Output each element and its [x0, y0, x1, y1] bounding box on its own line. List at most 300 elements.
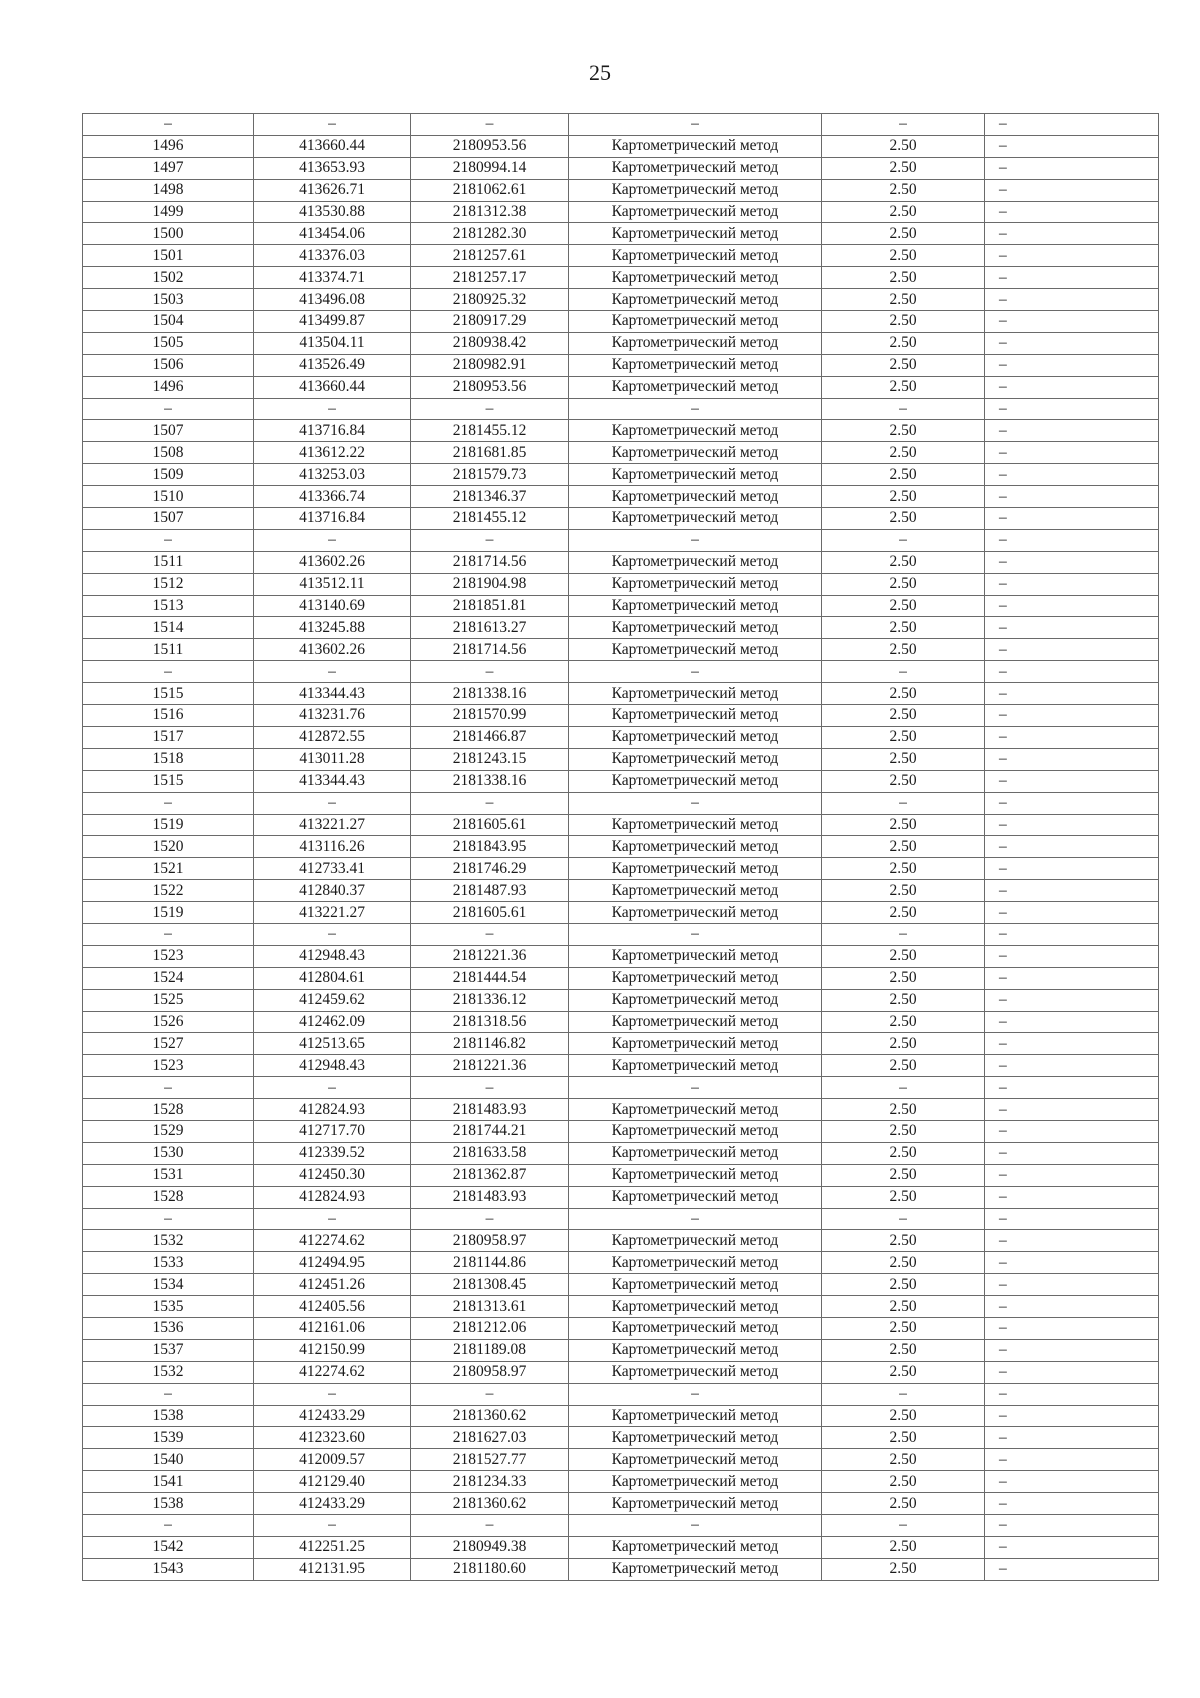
table-row	[83, 267, 1159, 289]
table-row	[83, 573, 1159, 595]
note-cell: –	[985, 1361, 1159, 1383]
point-number-cell: –	[83, 1208, 254, 1230]
method-cell: Картометрический метод	[569, 573, 822, 595]
method-cell: –	[569, 1077, 822, 1099]
table-row	[83, 289, 1159, 311]
method-cell: Картометрический метод	[569, 1317, 822, 1339]
accuracy-cell: 2.50	[822, 595, 985, 617]
note-cell: –	[985, 1558, 1159, 1580]
point-number-cell: 1538	[83, 1493, 254, 1515]
accuracy-cell: 2.50	[822, 1186, 985, 1208]
y-coordinate-cell: 2181527.77	[411, 1449, 569, 1471]
accuracy-cell: –	[822, 1077, 985, 1099]
y-coordinate-cell: 2181180.60	[411, 1558, 569, 1580]
point-number-cell: 1514	[83, 617, 254, 639]
note-cell: –	[985, 529, 1159, 551]
method-cell: Картометрический метод	[569, 1339, 822, 1361]
method-cell: Картометрический метод	[569, 595, 822, 617]
y-coordinate-cell: 2181189.08	[411, 1339, 569, 1361]
table-row	[83, 508, 1159, 530]
y-coordinate-cell: 2181466.87	[411, 726, 569, 748]
method-cell: Картометрический метод	[569, 464, 822, 486]
x-coordinate-cell: 413116.26	[254, 836, 411, 858]
point-number-cell: 1497	[83, 157, 254, 179]
table-row	[83, 1077, 1159, 1099]
accuracy-cell: 2.50	[822, 1536, 985, 1558]
method-cell: –	[569, 792, 822, 814]
note-cell: –	[985, 902, 1159, 924]
note-cell: –	[985, 792, 1159, 814]
note-cell: –	[985, 1033, 1159, 1055]
table-row	[83, 311, 1159, 333]
x-coordinate-cell: 413660.44	[254, 135, 411, 157]
x-coordinate-cell: 412251.25	[254, 1536, 411, 1558]
table-row	[83, 814, 1159, 836]
x-coordinate-cell: 412009.57	[254, 1449, 411, 1471]
accuracy-cell: 2.50	[822, 1493, 985, 1515]
accuracy-cell: 2.50	[822, 1405, 985, 1427]
point-number-cell: 1496	[83, 135, 254, 157]
point-number-cell: 1505	[83, 332, 254, 354]
point-number-cell: 1539	[83, 1427, 254, 1449]
x-coordinate-cell: –	[254, 1077, 411, 1099]
y-coordinate-cell: 2181851.81	[411, 595, 569, 617]
method-cell: Картометрический метод	[569, 1142, 822, 1164]
y-coordinate-cell: 2181633.58	[411, 1142, 569, 1164]
method-cell: Картометрический метод	[569, 551, 822, 573]
y-coordinate-cell: 2181746.29	[411, 858, 569, 880]
table-row	[83, 135, 1159, 157]
table-row	[83, 748, 1159, 770]
x-coordinate-cell: 412733.41	[254, 858, 411, 880]
y-coordinate-cell: 2181681.85	[411, 442, 569, 464]
accuracy-cell: 2.50	[822, 442, 985, 464]
point-number-cell: –	[83, 529, 254, 551]
table-row	[83, 595, 1159, 617]
note-cell: –	[985, 967, 1159, 989]
method-cell: Картометрический метод	[569, 1449, 822, 1471]
point-number-cell: 1538	[83, 1405, 254, 1427]
table-row	[83, 1142, 1159, 1164]
y-coordinate-cell: –	[411, 1383, 569, 1405]
x-coordinate-cell: –	[254, 398, 411, 420]
table-row	[83, 1011, 1159, 1033]
table-row	[83, 923, 1159, 945]
method-cell: Картометрический метод	[569, 836, 822, 858]
note-cell: –	[985, 1536, 1159, 1558]
method-cell: Картометрический метод	[569, 1011, 822, 1033]
table-row	[83, 398, 1159, 420]
table-row	[83, 858, 1159, 880]
table-row	[83, 1033, 1159, 1055]
table-row	[83, 1164, 1159, 1186]
y-coordinate-cell: 2180953.56	[411, 376, 569, 398]
table-row	[83, 1339, 1159, 1361]
note-cell: –	[985, 1011, 1159, 1033]
note-cell: –	[985, 814, 1159, 836]
accuracy-cell: 2.50	[822, 967, 985, 989]
method-cell: Картометрический метод	[569, 289, 822, 311]
x-coordinate-cell: 412459.62	[254, 989, 411, 1011]
y-coordinate-cell: 2181336.12	[411, 989, 569, 1011]
y-coordinate-cell: –	[411, 529, 569, 551]
x-coordinate-cell: 413231.76	[254, 705, 411, 727]
point-number-cell: 1503	[83, 289, 254, 311]
method-cell: Картометрический метод	[569, 420, 822, 442]
accuracy-cell: –	[822, 792, 985, 814]
x-coordinate-cell: 412494.95	[254, 1252, 411, 1274]
method-cell: Картометрический метод	[569, 508, 822, 530]
method-cell: Картометрический метод	[569, 858, 822, 880]
accuracy-cell: 2.50	[822, 376, 985, 398]
x-coordinate-cell: 412948.43	[254, 945, 411, 967]
y-coordinate-cell: 2181455.12	[411, 508, 569, 530]
accuracy-cell: 2.50	[822, 1471, 985, 1493]
x-coordinate-cell: 412824.93	[254, 1186, 411, 1208]
x-coordinate-cell: 413530.88	[254, 201, 411, 223]
point-number-cell: 1499	[83, 201, 254, 223]
x-coordinate-cell: 412433.29	[254, 1405, 411, 1427]
table-row	[83, 945, 1159, 967]
point-number-cell: 1517	[83, 726, 254, 748]
note-cell: –	[985, 923, 1159, 945]
y-coordinate-cell: 2181212.06	[411, 1317, 569, 1339]
table-row	[83, 223, 1159, 245]
x-coordinate-cell: 413626.71	[254, 179, 411, 201]
accuracy-cell: 2.50	[822, 617, 985, 639]
x-coordinate-cell: 412840.37	[254, 880, 411, 902]
note-cell: –	[985, 1317, 1159, 1339]
note-cell: –	[985, 442, 1159, 464]
method-cell: Картометрический метод	[569, 1405, 822, 1427]
note-cell: –	[985, 1383, 1159, 1405]
y-coordinate-cell: 2181234.33	[411, 1471, 569, 1493]
method-cell: Картометрический метод	[569, 683, 822, 705]
y-coordinate-cell: 2181308.45	[411, 1274, 569, 1296]
method-cell: Картометрический метод	[569, 267, 822, 289]
point-number-cell: 1535	[83, 1296, 254, 1318]
table-row	[83, 179, 1159, 201]
x-coordinate-cell: 412451.26	[254, 1274, 411, 1296]
note-cell: –	[985, 354, 1159, 376]
accuracy-cell: 2.50	[822, 1055, 985, 1077]
point-number-cell: –	[83, 923, 254, 945]
point-number-cell: 1519	[83, 814, 254, 836]
y-coordinate-cell: 2181605.61	[411, 814, 569, 836]
table-row	[83, 1515, 1159, 1537]
accuracy-cell: 2.50	[822, 1120, 985, 1142]
table-row	[83, 1558, 1159, 1580]
x-coordinate-cell: 413612.22	[254, 442, 411, 464]
point-number-cell: 1507	[83, 420, 254, 442]
point-number-cell: –	[83, 398, 254, 420]
point-number-cell: 1516	[83, 705, 254, 727]
note-cell: –	[985, 1471, 1159, 1493]
y-coordinate-cell: 2181744.21	[411, 1120, 569, 1142]
point-number-cell: 1523	[83, 1055, 254, 1077]
table-row	[83, 770, 1159, 792]
table-row	[83, 1055, 1159, 1077]
table-row	[83, 1252, 1159, 1274]
accuracy-cell: 2.50	[822, 420, 985, 442]
coordinates-table	[82, 113, 1159, 1581]
accuracy-cell: 2.50	[822, 1361, 985, 1383]
y-coordinate-cell: –	[411, 114, 569, 136]
y-coordinate-cell: 2181221.36	[411, 1055, 569, 1077]
x-coordinate-cell: –	[254, 661, 411, 683]
accuracy-cell: 2.50	[822, 1449, 985, 1471]
table-row	[83, 1208, 1159, 1230]
y-coordinate-cell: 2180982.91	[411, 354, 569, 376]
accuracy-cell: –	[822, 114, 985, 136]
note-cell: –	[985, 135, 1159, 157]
accuracy-cell: 2.50	[822, 726, 985, 748]
accuracy-cell: 2.50	[822, 289, 985, 311]
accuracy-cell: 2.50	[822, 770, 985, 792]
note-cell: –	[985, 464, 1159, 486]
point-number-cell: 1519	[83, 902, 254, 924]
x-coordinate-cell: 412161.06	[254, 1317, 411, 1339]
accuracy-cell: 2.50	[822, 1274, 985, 1296]
point-number-cell: 1509	[83, 464, 254, 486]
table-row	[83, 1383, 1159, 1405]
x-coordinate-cell: 412323.60	[254, 1427, 411, 1449]
table-row	[83, 551, 1159, 573]
y-coordinate-cell: 2181579.73	[411, 464, 569, 486]
method-cell: Картометрический метод	[569, 1536, 822, 1558]
method-cell: Картометрический метод	[569, 179, 822, 201]
x-coordinate-cell: 413140.69	[254, 595, 411, 617]
point-number-cell: 1508	[83, 442, 254, 464]
table-row	[83, 1471, 1159, 1493]
y-coordinate-cell: 2180994.14	[411, 157, 569, 179]
table-row	[83, 1449, 1159, 1471]
y-coordinate-cell: 2180925.32	[411, 289, 569, 311]
accuracy-cell: 2.50	[822, 179, 985, 201]
table-row	[83, 1186, 1159, 1208]
table-row	[83, 1427, 1159, 1449]
method-cell: Картометрический метод	[569, 726, 822, 748]
y-coordinate-cell: 2181455.12	[411, 420, 569, 442]
table-row	[83, 1296, 1159, 1318]
x-coordinate-cell: 413011.28	[254, 748, 411, 770]
method-cell: Картометрический метод	[569, 1252, 822, 1274]
method-cell: Картометрический метод	[569, 245, 822, 267]
accuracy-cell: 2.50	[822, 902, 985, 924]
accuracy-cell: 2.50	[822, 858, 985, 880]
accuracy-cell: 2.50	[822, 1164, 985, 1186]
note-cell: –	[985, 486, 1159, 508]
x-coordinate-cell: 412131.95	[254, 1558, 411, 1580]
x-coordinate-cell: 412872.55	[254, 726, 411, 748]
point-number-cell: 1513	[83, 595, 254, 617]
method-cell: Картометрический метод	[569, 223, 822, 245]
method-cell: Картометрический метод	[569, 1361, 822, 1383]
point-number-cell: 1518	[83, 748, 254, 770]
accuracy-cell: 2.50	[822, 683, 985, 705]
y-coordinate-cell: –	[411, 1515, 569, 1537]
point-number-cell: 1500	[83, 223, 254, 245]
note-cell: –	[985, 945, 1159, 967]
method-cell: Картометрический метод	[569, 1230, 822, 1252]
y-coordinate-cell: 2181714.56	[411, 639, 569, 661]
note-cell: –	[985, 836, 1159, 858]
x-coordinate-cell: 413526.49	[254, 354, 411, 376]
note-cell: –	[985, 989, 1159, 1011]
x-coordinate-cell: 413716.84	[254, 508, 411, 530]
table-row	[83, 245, 1159, 267]
point-number-cell: –	[83, 1515, 254, 1537]
y-coordinate-cell: 2181362.87	[411, 1164, 569, 1186]
x-coordinate-cell: –	[254, 1515, 411, 1537]
table-row	[83, 989, 1159, 1011]
point-number-cell: 1530	[83, 1142, 254, 1164]
x-coordinate-cell: 413660.44	[254, 376, 411, 398]
accuracy-cell: 2.50	[822, 989, 985, 1011]
point-number-cell: 1531	[83, 1164, 254, 1186]
note-cell: –	[985, 858, 1159, 880]
point-number-cell: 1537	[83, 1339, 254, 1361]
x-coordinate-cell: 412274.62	[254, 1230, 411, 1252]
note-cell: –	[985, 661, 1159, 683]
point-number-cell: –	[83, 1383, 254, 1405]
point-number-cell: –	[83, 114, 254, 136]
table-row	[83, 201, 1159, 223]
accuracy-cell: 2.50	[822, 551, 985, 573]
y-coordinate-cell: 2181483.93	[411, 1099, 569, 1121]
y-coordinate-cell: –	[411, 923, 569, 945]
point-number-cell: 1498	[83, 179, 254, 201]
x-coordinate-cell: 413344.43	[254, 770, 411, 792]
method-cell: Картометрический метод	[569, 770, 822, 792]
x-coordinate-cell: 412824.93	[254, 1099, 411, 1121]
x-coordinate-cell: 413499.87	[254, 311, 411, 333]
note-cell: –	[985, 1405, 1159, 1427]
method-cell: Картометрический метод	[569, 617, 822, 639]
note-cell: –	[985, 1077, 1159, 1099]
method-cell: Картометрический метод	[569, 705, 822, 727]
y-coordinate-cell: 2181570.99	[411, 705, 569, 727]
x-coordinate-cell: 413716.84	[254, 420, 411, 442]
point-number-cell: 1525	[83, 989, 254, 1011]
point-number-cell: 1541	[83, 1471, 254, 1493]
method-cell: Картометрический метод	[569, 311, 822, 333]
x-coordinate-cell: 413376.03	[254, 245, 411, 267]
table-row	[83, 1317, 1159, 1339]
point-number-cell: 1521	[83, 858, 254, 880]
accuracy-cell: 2.50	[822, 1033, 985, 1055]
table-row	[83, 420, 1159, 442]
y-coordinate-cell: 2180949.38	[411, 1536, 569, 1558]
accuracy-cell: 2.50	[822, 945, 985, 967]
point-number-cell: –	[83, 1077, 254, 1099]
method-cell: –	[569, 398, 822, 420]
note-cell: –	[985, 1252, 1159, 1274]
y-coordinate-cell: 2181312.38	[411, 201, 569, 223]
accuracy-cell: 2.50	[822, 508, 985, 530]
table-row	[83, 1361, 1159, 1383]
accuracy-cell: 2.50	[822, 1252, 985, 1274]
y-coordinate-cell: 2181605.61	[411, 902, 569, 924]
y-coordinate-cell: 2181843.95	[411, 836, 569, 858]
table-row	[83, 1493, 1159, 1515]
x-coordinate-cell: 412717.70	[254, 1120, 411, 1142]
x-coordinate-cell: 413245.88	[254, 617, 411, 639]
method-cell: Картометрический метод	[569, 201, 822, 223]
note-cell: –	[985, 376, 1159, 398]
point-number-cell: 1502	[83, 267, 254, 289]
note-cell: –	[985, 1515, 1159, 1537]
x-coordinate-cell: 412513.65	[254, 1033, 411, 1055]
method-cell: Картометрический метод	[569, 1120, 822, 1142]
accuracy-cell: 2.50	[822, 311, 985, 333]
method-cell: Картометрический метод	[569, 1186, 822, 1208]
accuracy-cell: 2.50	[822, 880, 985, 902]
point-number-cell: 1529	[83, 1120, 254, 1142]
y-coordinate-cell: 2180958.97	[411, 1361, 569, 1383]
y-coordinate-cell: 2181318.56	[411, 1011, 569, 1033]
y-coordinate-cell: 2181144.86	[411, 1252, 569, 1274]
point-number-cell: 1504	[83, 311, 254, 333]
y-coordinate-cell: 2181360.62	[411, 1405, 569, 1427]
x-coordinate-cell: 413602.26	[254, 551, 411, 573]
method-cell: Картометрический метод	[569, 1296, 822, 1318]
table-row	[83, 442, 1159, 464]
x-coordinate-cell: 412948.43	[254, 1055, 411, 1077]
x-coordinate-cell: 412804.61	[254, 967, 411, 989]
point-number-cell: 1506	[83, 354, 254, 376]
note-cell: –	[985, 1142, 1159, 1164]
y-coordinate-cell: –	[411, 398, 569, 420]
accuracy-cell: –	[822, 529, 985, 551]
y-coordinate-cell: 2181221.36	[411, 945, 569, 967]
x-coordinate-cell: –	[254, 792, 411, 814]
note-cell: –	[985, 1120, 1159, 1142]
x-coordinate-cell: 413253.03	[254, 464, 411, 486]
note-cell: –	[985, 1449, 1159, 1471]
note-cell: –	[985, 114, 1159, 136]
x-coordinate-cell: 413602.26	[254, 639, 411, 661]
y-coordinate-cell: 2181257.61	[411, 245, 569, 267]
accuracy-cell: –	[822, 398, 985, 420]
y-coordinate-cell: –	[411, 1208, 569, 1230]
note-cell: –	[985, 1164, 1159, 1186]
method-cell: Картометрический метод	[569, 1274, 822, 1296]
point-number-cell: 1532	[83, 1230, 254, 1252]
accuracy-cell: 2.50	[822, 836, 985, 858]
y-coordinate-cell: 2181714.56	[411, 551, 569, 573]
method-cell: Картометрический метод	[569, 442, 822, 464]
x-coordinate-cell: –	[254, 923, 411, 945]
y-coordinate-cell: 2181243.15	[411, 748, 569, 770]
note-cell: –	[985, 289, 1159, 311]
note-cell: –	[985, 1208, 1159, 1230]
table-row	[83, 1536, 1159, 1558]
accuracy-cell: 2.50	[822, 1558, 985, 1580]
method-cell: Картометрический метод	[569, 1033, 822, 1055]
method-cell: Картометрический метод	[569, 748, 822, 770]
method-cell: Картометрический метод	[569, 157, 822, 179]
y-coordinate-cell: 2181346.37	[411, 486, 569, 508]
point-number-cell: 1532	[83, 1361, 254, 1383]
method-cell: Картометрический метод	[569, 1055, 822, 1077]
point-number-cell: 1528	[83, 1186, 254, 1208]
table-row	[83, 114, 1159, 136]
method-cell: Картометрический метод	[569, 332, 822, 354]
point-number-cell: 1540	[83, 1449, 254, 1471]
table-row	[83, 617, 1159, 639]
point-number-cell: 1515	[83, 683, 254, 705]
